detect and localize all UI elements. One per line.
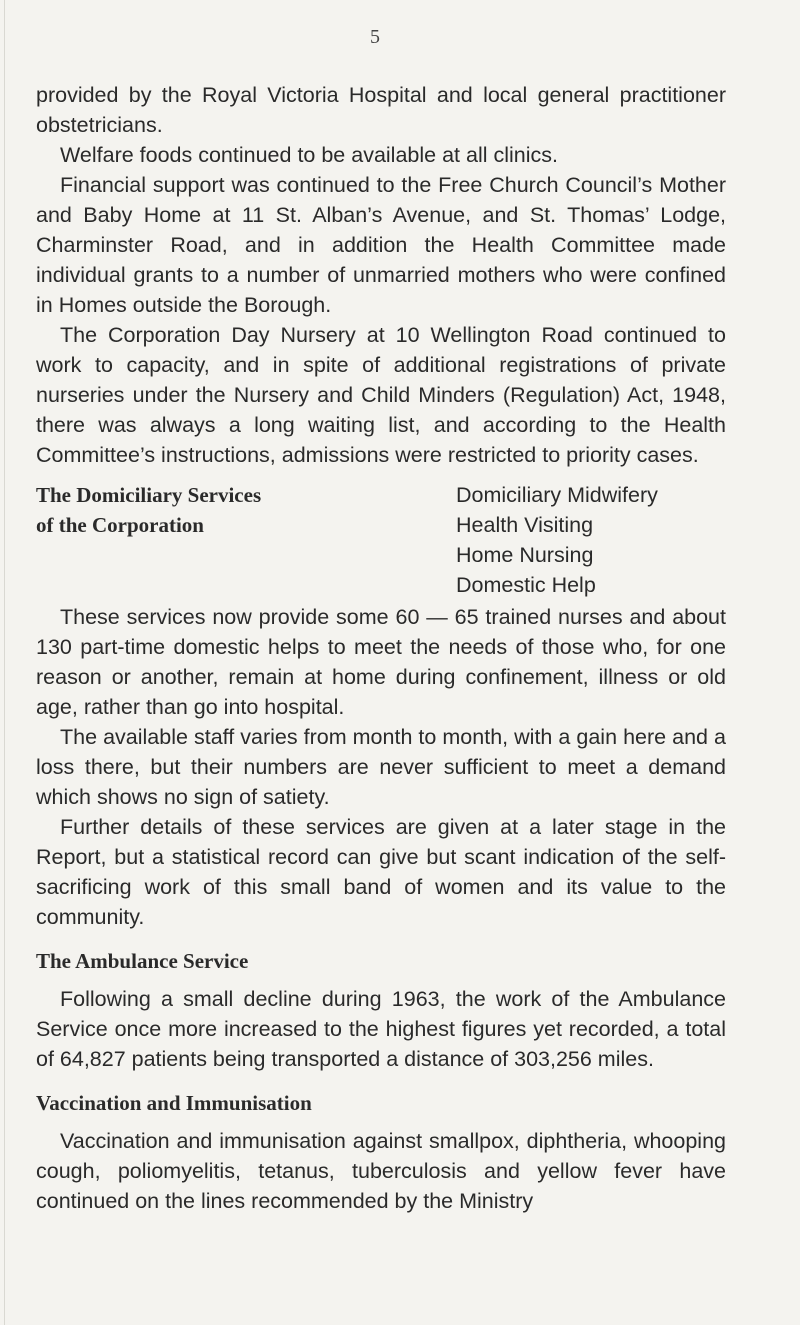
domiciliary-heading-line-2: of the Corporation: [36, 513, 204, 537]
intro-paragraph-2: Welfare foods continued to be available at all clinics.: [60, 143, 558, 167]
domiciliary-services-heading: [36, 480, 456, 600]
service-item: Domestic Help: [456, 573, 596, 597]
ambulance-heading: The Ambulance Service: [36, 949, 249, 973]
service-item: Home Nursing: [456, 543, 594, 567]
page-number: 5: [370, 26, 380, 48]
service-item: Health Visiting: [456, 513, 594, 537]
page-edge-line: [4, 0, 5, 1325]
intro-paragraph-3: Financial support was continued to the Free Church Council’s Mother and Baby Home at 11 St. Alban’s Avenue, and St. Thomas’ Lodge, Charminster Road, and in addition the Health Committee made individual grants to a number of unmarried mothers who were confined in Homes outside the Borough.: [36, 173, 726, 317]
domiciliary-paragraph-3: Further details of these services are given at a later stage in the Report, but a statistical record can give but scant indication of the self-sacrificing work of this small band of women and its value to the community.: [36, 815, 726, 929]
ambulance-paragraph: Following a small decline during 1963, the work of the Ambulance Service once more increased to the highest figures yet recorded, a total of 64,827 patients being transported a distance of 303,256 miles.: [36, 987, 726, 1071]
domiciliary-services-list: [456, 480, 726, 600]
domiciliary-paragraph-1: These services now provide some 60 — 65 trained nurses and about 130 part-time domestic helps to meet the needs of those who, for one reason or another, remain at home during confinement, illness or old age, rather than go into hospital.: [36, 605, 726, 719]
intro-paragraph-1: provided by the Royal Victoria Hospital and local general practitioner obstetricians.: [36, 83, 726, 137]
service-item: Domiciliary Midwifery: [456, 483, 658, 507]
intro-paragraph-4: The Corporation Day Nursery at 10 Wellington Road continued to work to capacity, and in spite of additional registrations of private nurseries under the Nursery and Child Minders (Regulation) Act, 1948, there was always a long waiting list, and according to the Health Committee’s instructions, admissions were restricted to priority cases.: [36, 323, 726, 467]
page-content: [36, 80, 726, 1216]
vaccination-paragraph: Vaccination and immunisation against smallpox, diphtheria, whooping cough, poliomyelitis, tetanus, tuberculosis and yellow fever have continued on the lines recommended by the Ministry: [36, 1129, 726, 1213]
vaccination-heading: Vaccination and Immunisation: [36, 1091, 312, 1115]
domiciliary-services-block: [36, 480, 726, 600]
domiciliary-paragraph-2: The available staff varies from month to month, with a gain here and a loss there, but their numbers are never sufficient to meet a demand which shows no sign of satiety.: [36, 725, 726, 809]
domiciliary-heading-line-1: The Domiciliary Services: [36, 483, 262, 507]
